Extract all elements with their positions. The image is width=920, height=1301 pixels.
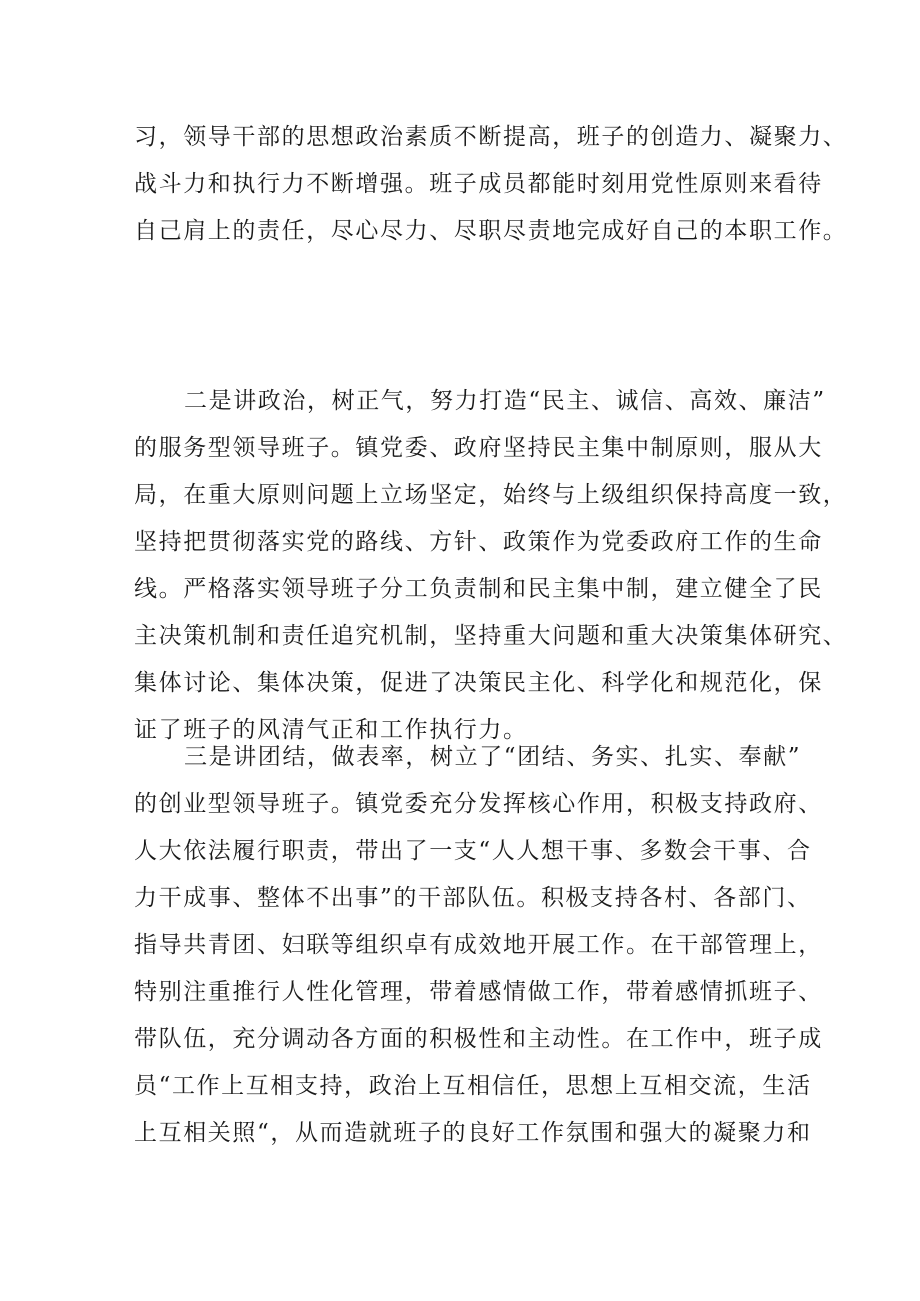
text-line: 特别注重推行人性化管理，带着感情做工作，带着感情抓班子、 — [134, 979, 823, 1005]
text-line: 的创业型领导班子。镇党委充分发挥核心作用，积极支持政府、 — [134, 791, 823, 817]
paragraph-unity — [134, 734, 823, 1157]
text-line: 主决策机制和责任追究机制，坚持重大问题和重大决策集体研究、 — [134, 623, 848, 649]
text-line: 力干成事、整体不出事”的干部队伍。积极支持各村、各部门、 — [134, 885, 812, 911]
text-line: 二是讲政治，树正气，努力打造“民主、诚信、高效、廉洁” — [184, 388, 826, 414]
text-line: 坚持把贯彻落实党的路线、方针、政策作为党委政府工作的生命 — [134, 529, 823, 555]
text-line: 人大依法履行职责，带出了一支“人人想干事、多数会干事、合 — [134, 838, 812, 864]
text-line: 证了班子的风清气正和工作执行力。 — [134, 717, 528, 743]
text-line: 集体讨论、集体决策，促进了决策民主化、科学化和规范化，保 — [134, 670, 823, 696]
text-line: 线。严格落实领导班子分工负责制和民主集中制，建立健全了民 — [134, 576, 823, 602]
text-line: 三是讲团结，做表率，树立了“团结、务实、扎实、奉献” — [184, 744, 802, 770]
paragraph-politics — [134, 378, 848, 754]
text-line: 习，领导干部的思想政治素质不断提高，班子的创造力、凝聚力、 — [134, 124, 848, 150]
paragraph-leadership-quality — [134, 114, 848, 255]
text-line: 战斗力和执行力不断增强。班子成员都能时刻用党性原则来看待 — [134, 171, 823, 197]
text-line: 带队伍，充分调动各方面的积极性和主动性。在工作中，班子成 — [134, 1026, 823, 1052]
text-line: 局，在重大原则问题上立场坚定，始终与上级组织保持高度一致， — [134, 482, 848, 508]
text-line: 员“工作上互相支持，政治上互相信任，思想上互相交流，生活 — [134, 1073, 812, 1099]
text-line: 上互相关照“，从而造就班子的良好工作氛围和强大的凝聚力和 — [134, 1120, 812, 1146]
text-line: 自己肩上的责任，尽心尽力、尽职尽责地完成好自己的本职工作。 — [134, 218, 848, 244]
text-line: 的服务型领导班子。镇党委、政府坚持民主集中制原则，服从大 — [134, 435, 823, 461]
text-line: 指导共青团、妇联等组织卓有成效地开展工作。在干部管理上， — [134, 932, 823, 958]
